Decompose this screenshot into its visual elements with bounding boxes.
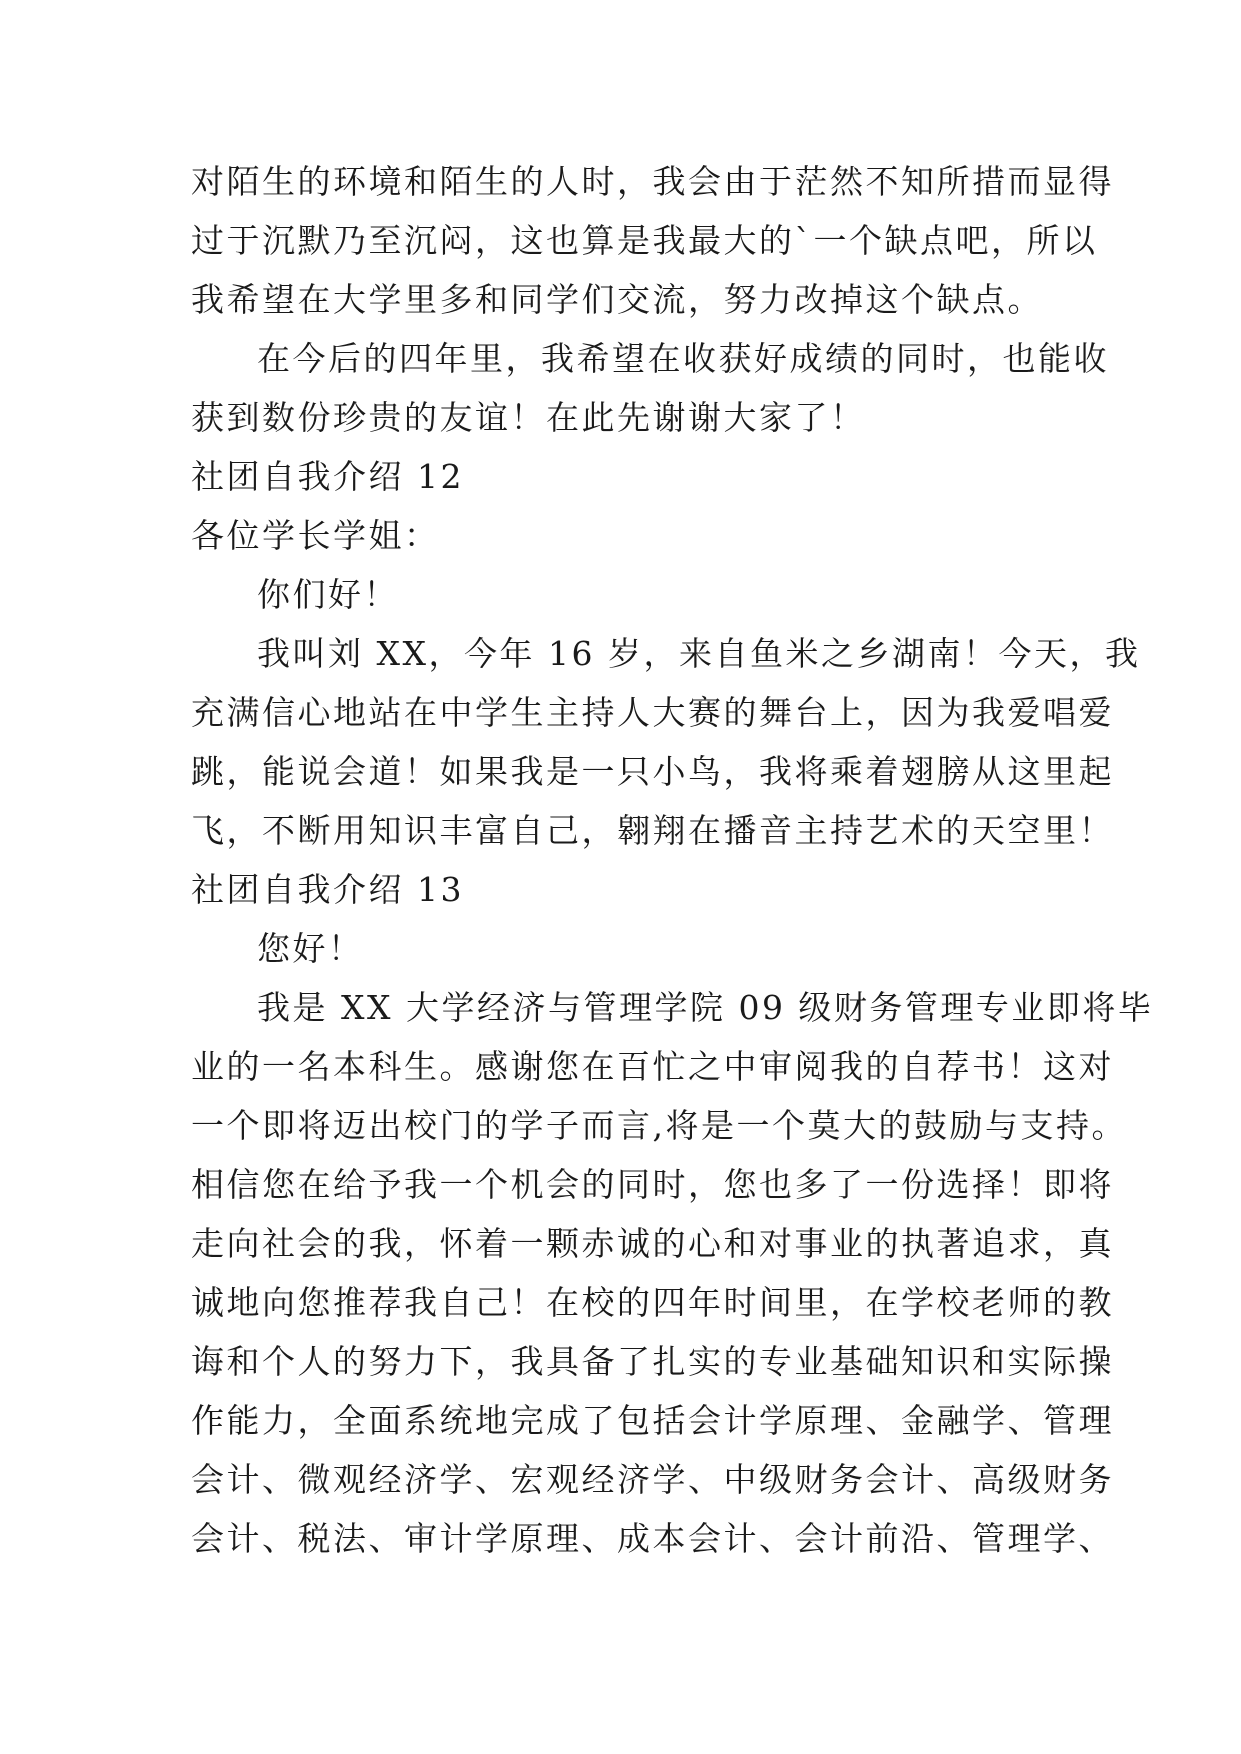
paragraph-line: 会计、微观经济学、宏观经济学、中级财务会计、高级财务 <box>191 1460 1114 1499</box>
paragraph-line: 飞，不断用知识丰富自己，翱翔在播音主持艺术的天空里！ <box>191 811 1114 850</box>
greeting: 你们好！ <box>257 575 399 614</box>
paragraph-line: 我是 XX 大学经济与管理学院 09 级财务管理专业即将毕 <box>257 988 1154 1027</box>
paragraph-line: 充满信心地站在中学生主持人大赛的舞台上，因为我爱唱爱 <box>191 693 1114 732</box>
paragraph-line: 跳，能说会道！如果我是一只小鸟，我将乘着翅膀从这里起 <box>191 752 1114 791</box>
paragraph-line: 走向社会的我，怀着一颗赤诚的心和对事业的执著追求，真 <box>191 1224 1114 1263</box>
section-heading: 社团自我介绍 13 <box>191 870 464 909</box>
paragraph-line: 相信您在给予我一个机会的同时，您也多了一份选择！即将 <box>191 1165 1114 1204</box>
salutation: 各位学长学姐： <box>191 516 440 555</box>
paragraph-line: 作能力，全面系统地完成了包括会计学原理、金融学、管理 <box>191 1401 1114 1440</box>
paragraph-line: 诲和个人的努力下，我具备了扎实的专业基础知识和实际操 <box>191 1342 1114 1381</box>
paragraph-line: 在今后的四年里，我希望在收获好成绩的同时，也能收 <box>257 339 1109 378</box>
document-body <box>191 160 1154 1576</box>
paragraph-line: 业的一名本科生。感谢您在百忙之中审阅我的自荐书！这对 <box>191 1047 1114 1086</box>
paragraph-line: 我希望在大学里多和同学们交流，努力改掉这个缺点。 <box>191 280 1043 319</box>
paragraph-line: 我叫刘 XX，今年 16 岁，来自鱼米之乡湖南！今天，我 <box>257 634 1141 673</box>
paragraph-line: 过于沉默乃至沉闷，这也算是我最大的`一个缺点吧，所以 <box>191 221 1098 260</box>
paragraph-line: 获到数份珍贵的友谊！在此先谢谢大家了！ <box>191 398 866 437</box>
section-heading: 社团自我介绍 12 <box>191 457 464 496</box>
greeting: 您好！ <box>257 929 364 968</box>
paragraph-line: 对陌生的环境和陌生的人时，我会由于茫然不知所措而显得 <box>191 162 1114 201</box>
paragraph-line: 诚地向您推荐我自己！在校的四年时间里，在学校老师的教 <box>191 1283 1114 1322</box>
paragraph-line: 一个即将迈出校门的学子而言,将是一个莫大的鼓励与支持。 <box>191 1106 1127 1145</box>
paragraph-line: 会计、税法、审计学原理、成本会计、会计前沿、管理学、 <box>191 1519 1114 1558</box>
